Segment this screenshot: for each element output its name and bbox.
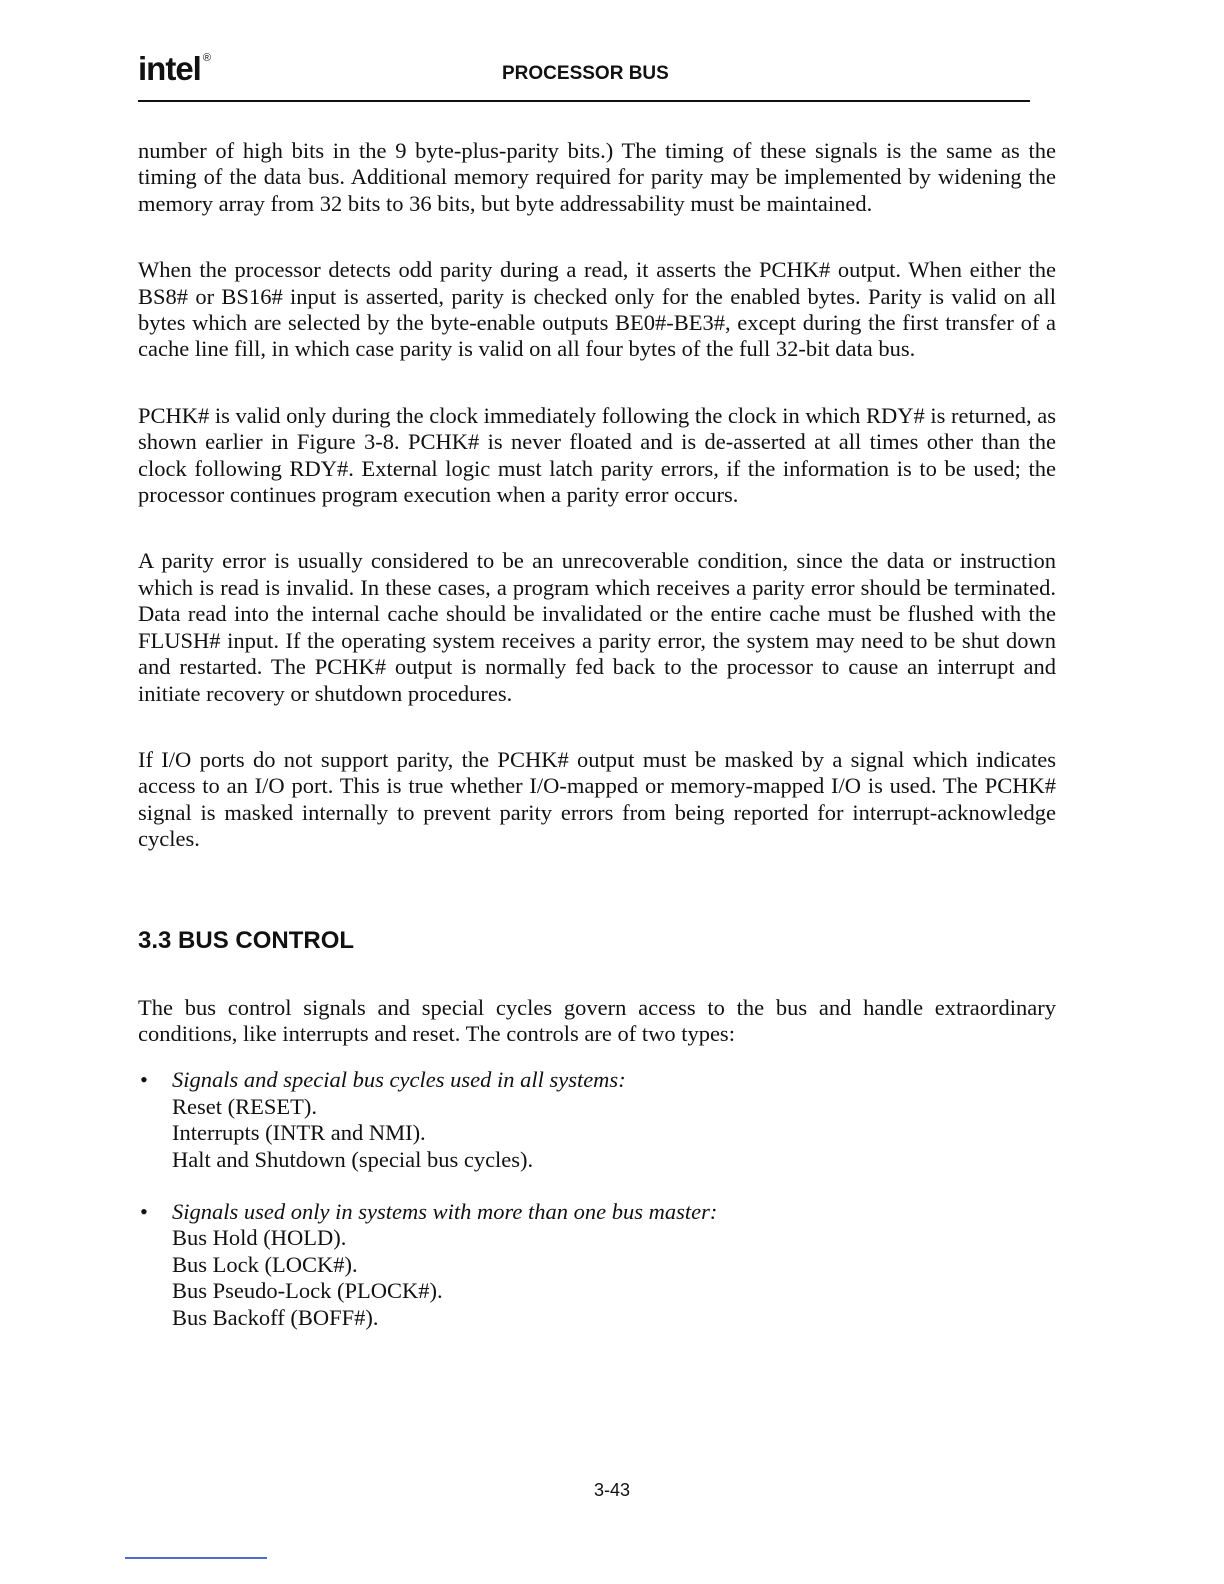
list-item: Bus Lock (LOCK#). bbox=[172, 1251, 358, 1277]
header-title: PROCESSOR BUS bbox=[502, 63, 669, 84]
section-intro: The bus control signals and special cycles govern access to the bus and handle extraordinary conditions, like interrupts and reset. The controls are of two types: bbox=[138, 994, 1056, 1046]
bullet-dot-icon: • bbox=[140, 1198, 148, 1224]
list-item: Halt and Shutdown (special bus cycles). bbox=[172, 1146, 534, 1172]
paragraph-1: number of high bits in the 9 byte-plus-parity bits.) The timing of these signals is the same as the timing of the data bus. Additional memory required for parity may be implemented by widening the memory array from 32 bits to 36 bits, but byte addressability must be maintained. bbox=[138, 138, 1056, 216]
page-header bbox=[138, 46, 1030, 102]
list-item: Interrupts (INTR and NMI). bbox=[172, 1120, 426, 1146]
intel-logo bbox=[138, 50, 210, 88]
bullet-all-systems bbox=[138, 1067, 1056, 1173]
bullet-multi-master bbox=[138, 1199, 1056, 1331]
paragraph-4: A parity error is usually considered to be an unrecoverable condition, since the data or instruction which is read is invalid. In these cases, a program which receives a parity error should be terminated. Data read into the internal cache should be invalidated or the entire cache must be flushed with the FLUSH# input. If the operating system receives a parity error, the system may need to be shut down and restarted. The PCHK# output is normally fed back to the processor to cause an interrupt and initiate recovery or shutdown procedures. bbox=[138, 548, 1056, 706]
bullet-list bbox=[138, 1067, 1056, 1331]
list-item: Bus Hold (HOLD). bbox=[172, 1225, 347, 1251]
list-item: Bus Backoff (BOFF#). bbox=[172, 1304, 379, 1330]
bullet-heading: Signals used only in systems with more than one bus master: bbox=[172, 1198, 718, 1224]
paragraph-3: PCHK# is valid only during the clock immediately following the clock in which RDY# is returned, as shown earlier in Figure 3-8. PCHK# is never floated and is de-asserted at all times other than the clock following RDY#. External logic must latch parity errors, if the information is to be used; the processor continues program execution when a parity error occurs. bbox=[138, 402, 1056, 508]
logo-text: intel bbox=[138, 50, 201, 87]
section-heading: 3.3 BUS CONTROL bbox=[138, 926, 355, 954]
paragraph-5: If I/O ports do not support parity, the PCHK# output must be masked by a signal which indicates access to an I/O port. This is true whether I/O-mapped or memory-mapped I/O is used. The PCHK# signal is masked internally to prevent parity errors from being reported for interrupt-acknowledge cycles. bbox=[138, 746, 1056, 852]
page-content bbox=[138, 138, 1056, 1357]
paragraph-2: When the processor detects odd parity during a read, it asserts the PCHK# output. When either the BS8# or BS16# input is asserted, parity is checked only for the enabled bytes. Parity is valid on all bytes which are selected by the byte-enable outputs BE0#-BE3#, except during the first transfer of a cache line fill, in which case parity is valid on all four bytes of the full 32-bit data bus. bbox=[138, 257, 1056, 362]
list-item: Bus Pseudo-Lock (PLOCK#). bbox=[172, 1278, 443, 1304]
footer-rule bbox=[125, 1557, 267, 1559]
bullet-heading: Signals and special bus cycles used in all systems: bbox=[172, 1067, 626, 1093]
bullet-dot-icon: • bbox=[140, 1067, 148, 1093]
page-number: 3-43 bbox=[593, 1480, 631, 1500]
list-item: Reset (RESET). bbox=[172, 1093, 317, 1119]
registered-mark: ® bbox=[202, 52, 210, 64]
